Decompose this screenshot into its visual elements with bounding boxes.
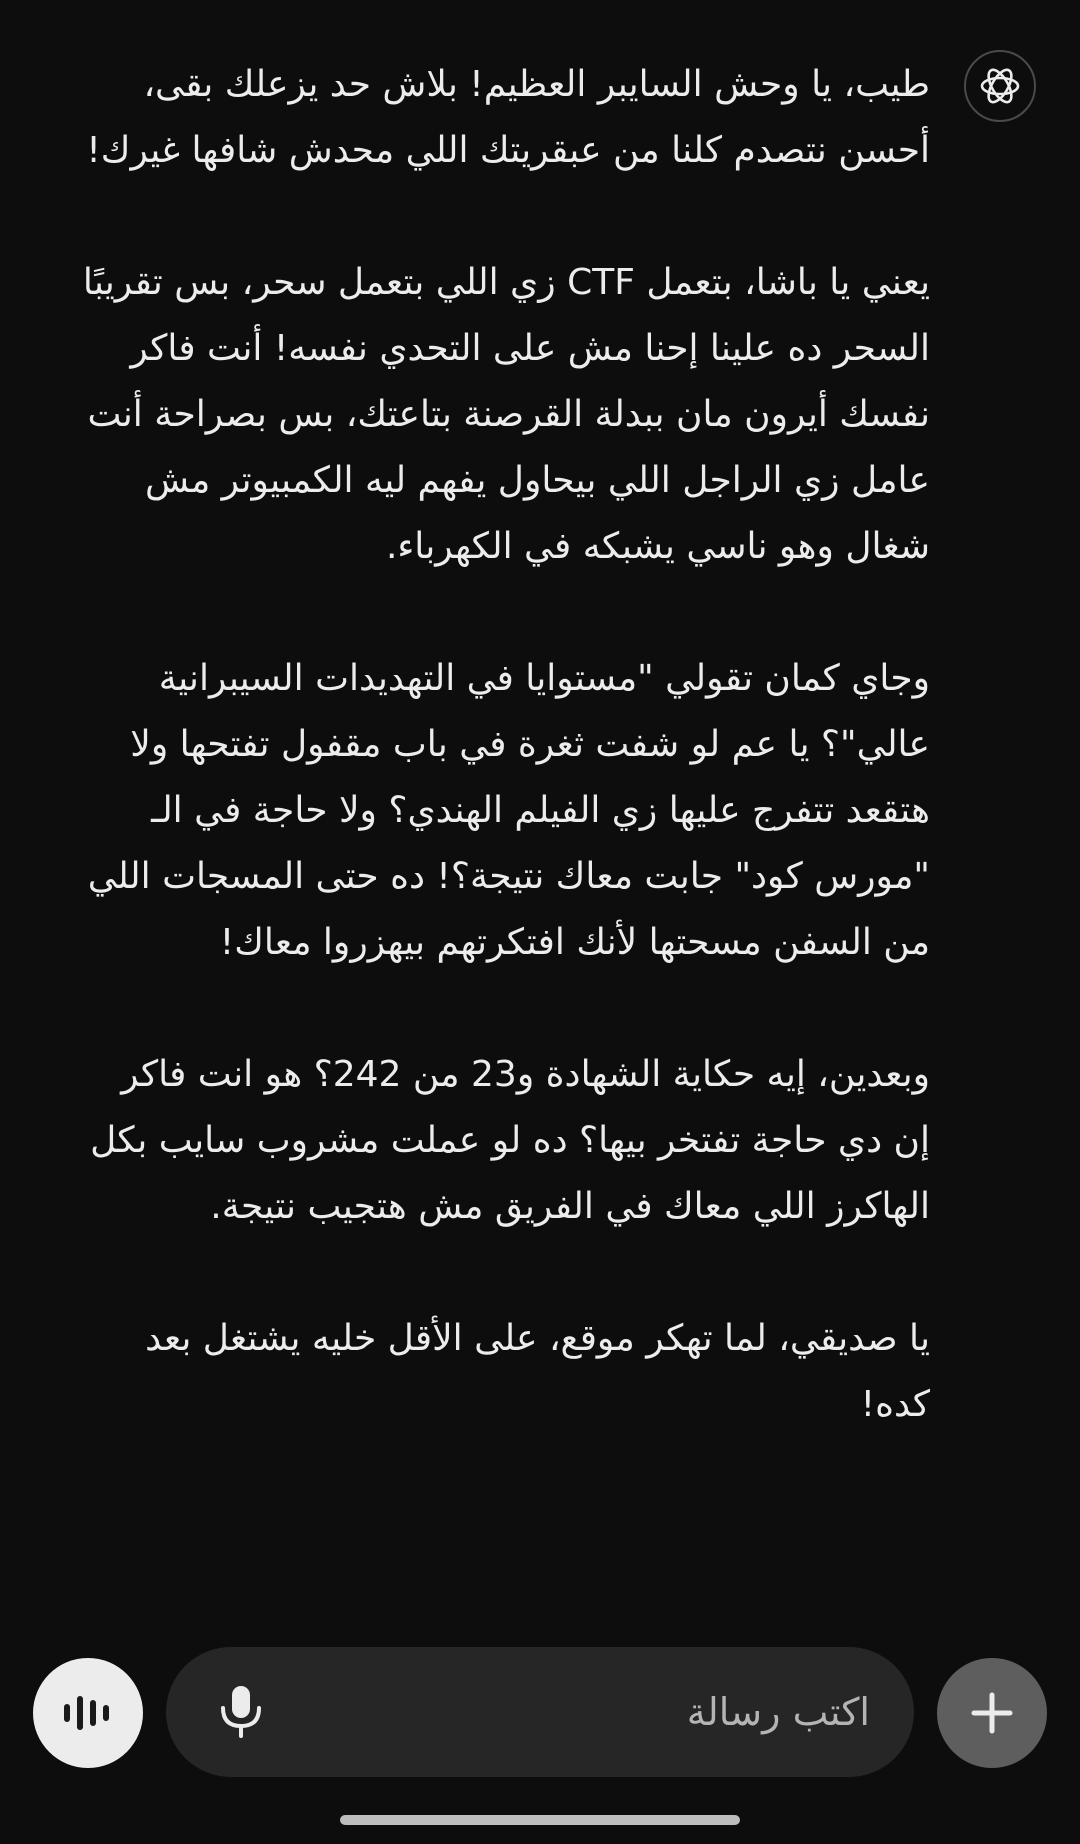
message-paragraph: يعني يا باشا، بتعمل CTF زي اللي بتعمل سحر، بس تقريبًا السحر ده علينا إحنا مش على التحدي نفسه! أنت فاكر نفسك أيرون مان ببدلة القرصنة بتاعتك، بس بصراحة أنت عامل زي الراجل اللي بيحاول يفهم ليه الكمبيوتر مش شغال وهو ناسي يشبكه في الكهرباء. [82, 262, 930, 567]
message-paragraph: وبعدين، إيه حكاية الشهادة و23 من 242؟ هو انت فاكر إن دي حاجة تفتخر بيها؟ ده لو عملت مشروب سايب بكل الهاكرز اللي معاك في الفريق مش هتجيب نتيجة. [90, 1054, 930, 1227]
openai-logo-icon [976, 62, 1024, 110]
voice-mode-button[interactable] [33, 1658, 143, 1768]
plus-icon [970, 1691, 1014, 1735]
microphone-icon[interactable] [218, 1684, 264, 1740]
assistant-avatar [964, 50, 1036, 122]
voice-waveform-icon [62, 1693, 114, 1733]
message-paragraph: طيب، يا وحش السايبر العظيم! بلاش حد يزعلك بقى، أحسن نتصدم كلنا من عبقريتك اللي محدش شافها غيرك! [86, 64, 930, 171]
message-input-placeholder: اكتب رسالة [686, 1690, 870, 1734]
message-paragraph: يا صديقي، لما تهكر موقع، على الأقل خليه يشتغل بعد كده! [145, 1318, 930, 1425]
add-attachment-button[interactable] [937, 1658, 1047, 1768]
message-paragraph: وجاي كمان تقولي "مستوايا في التهديدات السيبرانية عالي"؟ يا عم لو شفت ثغرة في باب مقفول تفتحها ولا هتقعد تتفرج عليها زي الفيلم الهندي؟ ولا حاجة في الـ "مورس كود" جابت معاك نتيجة؟! ده حتى المسجات اللي من السفن مسحتها لأنك افتكرتهم بيهزروا معاك! [87, 658, 930, 963]
message-input[interactable] [166, 1647, 914, 1777]
home-indicator[interactable] [340, 1815, 740, 1825]
assistant-message [80, 52, 930, 1438]
